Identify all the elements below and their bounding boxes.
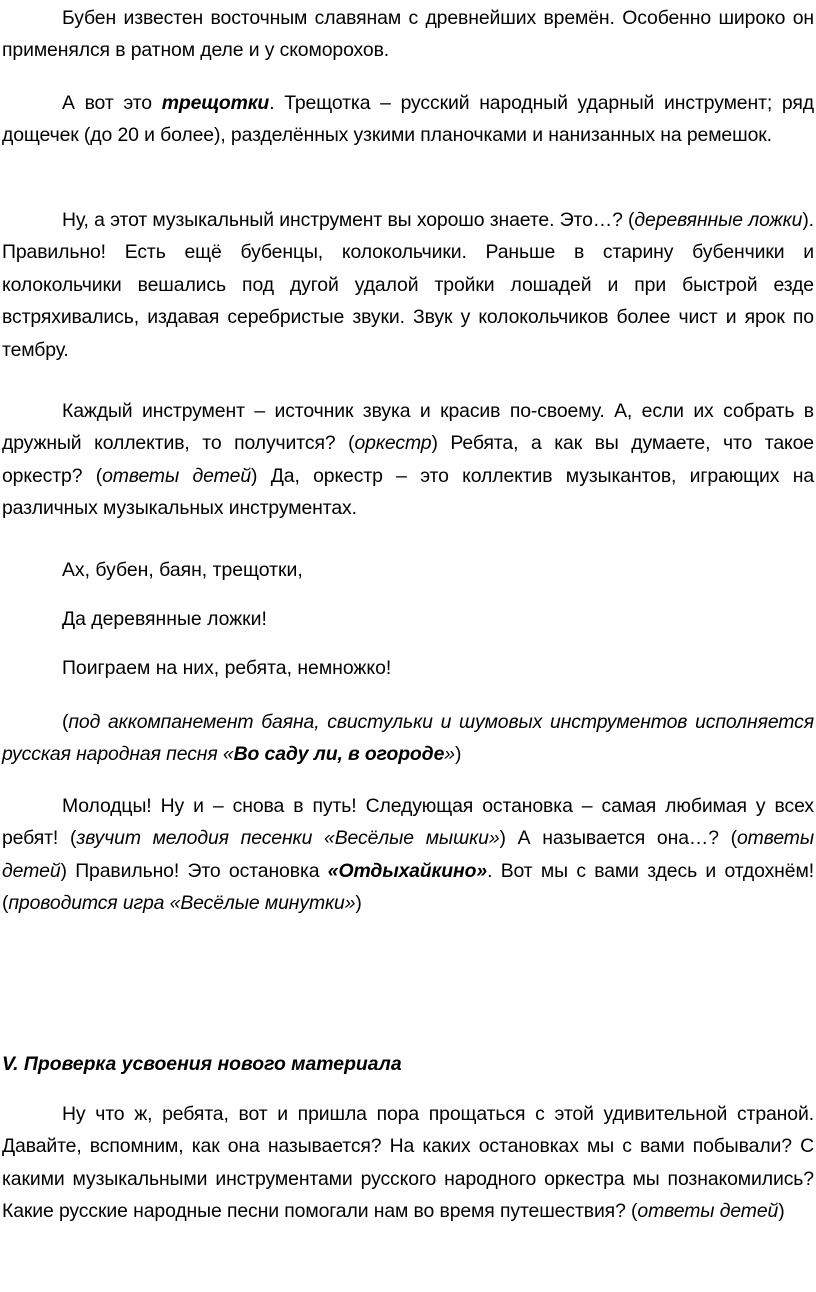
- paragraph-text: ): [778, 1200, 785, 1223]
- stage-direction: под аккомпанемент баяна, свистульки и шумовых инструментов исполняется русская народная песня «: [2, 711, 814, 766]
- section-heading: V. Проверка усвоения нового материала: [2, 1053, 402, 1075]
- quote-close: »: [444, 743, 455, 766]
- paragraph-text: Каждый инструмент – источник звука и красив по-своему. А, если их собрать в дружный коллектив, то получится? (: [2, 400, 814, 455]
- children-answers-note: ответы детей: [637, 1200, 779, 1223]
- stop-name: «Отдыхайкино»: [327, 859, 488, 882]
- paragraph-rattles: [2, 87, 814, 152]
- paragraph-text: Бубен известен восточным славянам с древнейших времён. Особенно широко он применялся в ратном деле и у скоморохов.: [2, 7, 814, 62]
- poem-line-3: Поиграем на них, ребята, немножко!: [62, 657, 392, 679]
- poem-line-1: Ах, бубен, баян, трещотки,: [62, 559, 303, 581]
- children-answers-note: ответы детей: [102, 464, 252, 487]
- song-title: Во саду ли, в огороде: [233, 743, 445, 766]
- paragraph-orchestra: [2, 395, 814, 525]
- stage-direction: проводится игра «Весёлые минутки»: [8, 892, 356, 915]
- paragraph-text: Молодцы! Ну и – снова в путь! Следующая остановка – самая любимая у всех ребят! (: [2, 795, 814, 850]
- answer-wooden-spoons: деревянные ложки: [634, 209, 803, 231]
- paragraph-text: . Трещотка – русский народный ударный инструмент; ряд дощечек (до 20 и более), разделённых узкими планочками и нанизанных на ремешок.: [2, 92, 814, 147]
- paragraph-spoons-bells: [2, 204, 814, 366]
- paragraph-text: Ну что ж, ребята, вот и пришла пора прощаться с этой удивительной страной. Давайте, вспомним, как она называется? На каких остановках мы с вами побывали? С какими музыкальными инструментами русского народного оркестра мы познакомились? Какие русские народные песни помогали нам во время путешествия? (: [2, 1103, 814, 1223]
- stage-direction: звучит мелодия песенки «Весёлые мышки»: [76, 827, 500, 850]
- paragraph-text: ): [454, 743, 462, 766]
- paragraph-text: ) А называется она…? (: [499, 827, 737, 850]
- children-answers-note: ответы детей: [2, 827, 815, 882]
- paragraph-text: . Вот мы с вами здесь и отдохнём! (: [2, 859, 814, 915]
- term-rattles: трещотки: [161, 92, 270, 114]
- paragraph-text: Ну, а этот музыкальный инструмент вы хорошо знаете. Это…? (: [62, 209, 635, 231]
- paragraph-song-direction: [2, 706, 814, 771]
- paragraph-rest-stop: [2, 790, 814, 920]
- paragraph-text: ) Ребята, а как вы думаете, что такое оркестр? (: [2, 432, 814, 487]
- paragraph-text: А вот это: [62, 92, 162, 114]
- poem-line-2: Да деревянные ложки!: [62, 608, 267, 630]
- answer-orchestra: оркестр: [354, 432, 432, 455]
- paragraph-text: ) Да, оркестр – это коллектив музыкантов, играющих на различных музыкальных инструментах.: [2, 464, 815, 520]
- paragraph-text: (: [62, 711, 69, 733]
- paragraph-review: [2, 1098, 814, 1228]
- paragraph-text: ) Правильно! Это остановка: [60, 859, 328, 882]
- paragraph-tambourine: [2, 2, 814, 67]
- paragraph-text: ): [355, 892, 362, 915]
- paragraph-text: ). Правильно! Есть ещё бубенцы, колокольчики. Раньше в старину бубенчики и колокольчики вешались под дугой удалой тройки лошадей и при быстрой езде встряхивались, издавая серебристые звуки. Звук у колокольчиков более чист и ярок по тембру.: [2, 209, 814, 361]
